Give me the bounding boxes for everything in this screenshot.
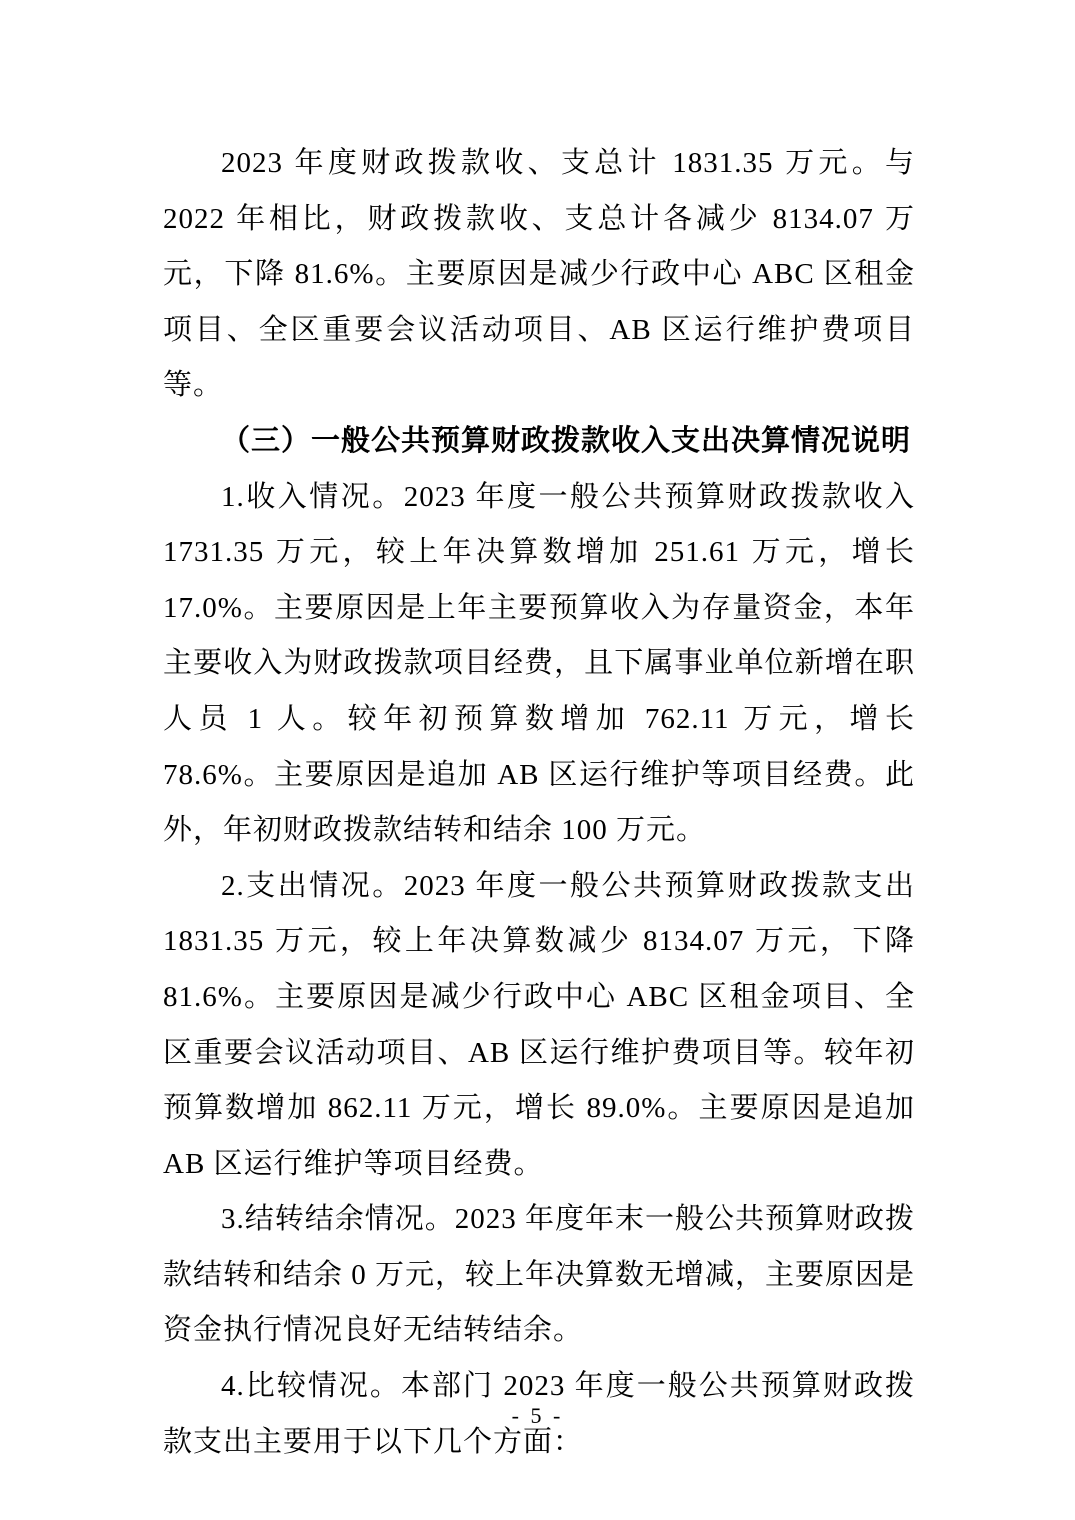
page-number: - 5 - [511, 1403, 564, 1428]
paragraph-fiscal-appropriation-summary: 2023 年度财政拨款收、支总计 1831.35 万元。与 2022 年相比，财政拨款收、支总计各减少 8134.07 万元，下降 81.6%。主要原因是减少行政中心 ABC 区租金项目、全区重要会议活动项目、AB 区运行维护费项目等。 [163, 147, 915, 402]
paragraph-carryover-balance-situation: 3.结转结余情况。2023 年度年末一般公共预算财政拨款结转和结余 0 万元，较上年决算数无增减，主要原因是资金执行情况良好无结转结余。 [163, 1203, 916, 1347]
section-heading-general-public-budget: （三）一般公共预算财政拨款收入支出决算情况说明 [221, 424, 912, 457]
paragraph-income-situation: 1.收入情况。2023 年度一般公共预算财政拨款收入 1731.35 万元，较上年决算数增加 251.61 万元，增长 17.0%。主要原因是上年主要预算收入为存量资金，本年主要收入为财政拨款项目经费，且下属事业单位新增在职人员 1 人。较年初预算数增加 762.11 万元，增长 78.6%。主要原因是追加 AB 区运行维护等项目经费。此外，年初财政拨款结转和结余 100 万元。 [163, 480, 915, 847]
paragraph-comparison-situation: 4.比较情况。本部门 2023 年度一般公共预算财政拨款支出主要用于以下几个方面： [163, 1370, 915, 1458]
paragraph-expenditure-situation: 2.支出情况。2023 年度一般公共预算财政拨款支出 1831.35 万元，较上年决算数减少 8134.07 万元，下降 81.6%。主要原因是减少行政中心 ABC 区租金项目、全区重要会议活动项目、AB 区运行维护费项目等。较年初预算数增加 862.11 万元，增长 89.0%。主要原因是追加 AB 区运行维护等项目经费。 [163, 869, 915, 1180]
document-body [163, 136, 915, 1470]
